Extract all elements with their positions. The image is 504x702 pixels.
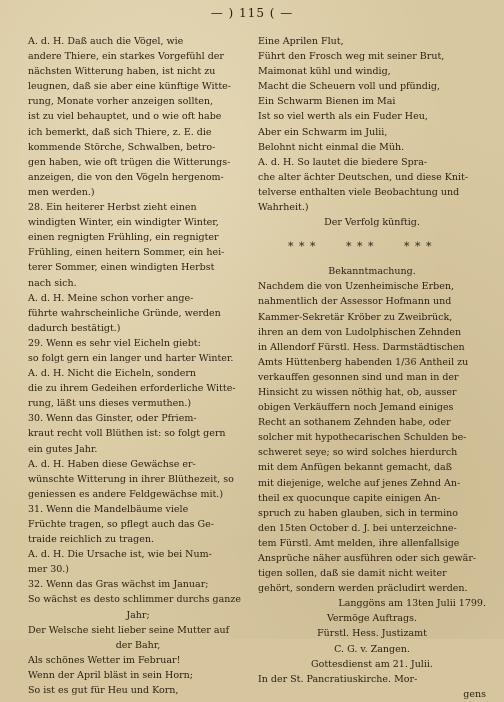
text-line: Kammer-Sekretär Kröber zu Zweibrück, [258,311,453,323]
text-line: führte wahrscheinliche Gründe, werden [28,307,221,319]
text-line: ein gutes Jahr. [28,443,98,455]
text-line: A. d. H. So lautet die biedere Spra- [258,156,428,168]
text-line: Macht die Scheuern voll und pfündig, [258,81,440,93]
left-column [28,34,248,698]
text-line: So wächst es desto schlimmer durchs ganze [28,594,242,606]
text-line: che alter ächter Deutschen, und diese Knit- [258,171,469,183]
text-line: mit diejenige, welche auf jenes Zehnd An- [258,477,461,489]
page-number: — ) 115 ( — [210,6,294,20]
text-line: In der St. Pancratiuskirche. Mor- [258,673,418,685]
text-line: Ein Schwarm Bienen im Mai [258,96,396,108]
text-line: Vermöge Auftrags. [326,613,418,625]
text-line: obigen Verkäuffern noch Jemand einiges [258,402,454,414]
right-column [258,34,486,702]
text-line: Amts Hüttenberg habenden 1/36 Antheil zu [258,356,469,368]
text-line: A. d. H. Die Ursache ist, wie bei Num- [28,549,212,561]
text-line: dadurch bestätigt.) [28,322,121,334]
separator-stars [258,230,486,264]
text-line: solcher mit hypothecarischen Schulden be- [258,432,467,444]
text-line: leugnen, daß sie aber eine künftige Witte- [28,81,231,93]
text-line: rung, läßt uns dieses vermuthen.) [28,398,192,410]
text-line: nahmentlich der Assessor Hofmann und [258,296,452,308]
text-line: traide reichlich zu tragen. [28,534,154,546]
text-line: So ist es gut für Heu und Korn, [28,685,179,697]
text-line: ihren an dem von Ludolphischen Zehnden [258,326,462,338]
text-line: mer 30.) [28,564,70,576]
text-line: Bekanntmachung. [328,266,416,278]
text-line: kommende Störche, Schwalben, betro- [28,141,216,153]
text-line: rung, Monate vorher anzeigen sollten, [28,96,214,108]
text-line: geniessen es andere Feldgewächse mit.) [28,488,224,500]
text-line: tem Fürstl. Amt melden, ihre allenfallsige [258,537,460,549]
text-line: Der Welsche sieht lieber seine Mutter auf [28,624,230,636]
stars-group: * * * [288,240,317,254]
text-line: ist zu viel behauptet, und o wie oft habe [28,111,222,123]
text-line: ich bemerkt, daß sich Thiere, z. E. die [28,126,212,138]
text-line: Als schönes Wetter im Februar! [28,654,181,666]
text-line: Belohnt nicht einmal die Müh. [258,141,405,153]
text-line: mit dem Anfügen bekannt gemacht, daß [258,462,453,474]
text-line: 30. Wenn das Ginster, oder Pfriem- [28,413,197,425]
text-line: Hinsicht zu wissen nöthig hat, ob, ausser [258,386,457,398]
text-line: Eine Aprilen Flut, [258,36,344,47]
text-line: tigen sollen, daß sie damit nicht weiter [258,568,447,580]
text-line: wünschte Witterung in ihrer Blüthezeit, so [28,473,234,485]
text-line: Früchte tragen, so pflegt auch das Ge- [28,519,214,530]
text-line: gens [463,688,486,700]
text-line: der Bahr, [115,639,161,651]
text-line: den 15ten October d. J. bei unterzeichne- [258,522,457,534]
text-line: A. d. H. Daß auch die Vögel, wie [28,36,184,47]
text-line: A. d. H. Nicht die Eicheln, sondern [28,368,197,380]
text-line: andere Thiere, ein starkes Vorgefühl der [28,51,224,63]
text-line: Frühling, einen heitern Sommer, ein hei- [28,247,225,259]
text-line: telverse enthalten viele Beobachtung und [258,186,460,198]
text-line: Ansprüche näher ausführen oder sich gewär- [258,553,477,564]
text-line: terer Sommer, einen windigten Herbst [28,262,215,274]
text-line: C. G. v. Zangen. [334,643,410,655]
text-line: nach sich. [28,277,77,289]
text-line: A. d. H. Haben diese Gewächse er- [28,458,196,470]
text-line: 31. Wenn die Mandelbäume viele [28,503,189,515]
text-line: kraut recht voll Blüthen ist: so folgt gern [28,428,226,440]
text-line: Jahr; [126,609,150,621]
text-line: 29. Wenn es sehr viel Eicheln giebt: [28,337,201,349]
text-line: Fürstl. Hess. Justizamt [317,628,427,640]
stars-group: * * * [346,240,375,254]
text-line: gen haben, wie oft trügen die Witterungs- [28,156,231,168]
text-line: Gottesdienst am 21. Julii. [311,658,433,670]
text-line: Führt den Frosch weg mit seiner Brut, [258,51,445,63]
text-line: Maimonat kühl und windig, [258,66,391,78]
text-line: Der Verfolg künftig. [324,217,420,229]
text-line: in Allendorf Fürstl. Hess. Darmstädtischen [258,341,465,353]
text-line: Aber ein Schwarm im Julii, [258,126,388,138]
text-line: A. d. H. Meine schon vorher ange- [28,292,194,304]
text-line: Wenn der April bläst in sein Horn; [28,669,193,681]
text-line: Langgöns am 13ten Julii 1799. [338,598,486,610]
text-line: schweret seye; so wird solches hierdurch [258,447,458,459]
text-line: einen regnigten Frühling, ein regnigter [28,232,219,244]
text-line: verkauffen gesonnen sind und man in der [258,371,459,383]
text-line: windigten Winter, ein windigter Winter, [28,217,219,229]
text-line: Ist so viel werth als ein Fuder Heu, [258,111,428,123]
stars-group: * * * [404,240,433,254]
text-line: men werden.) [28,186,95,198]
text-line: gehört, sondern werden präcludirt werden. [258,583,468,595]
text-line: anzeigen, die von den Vögeln hergenom- [28,171,224,183]
text-line: spruch zu haben glauben, sich in termino [258,507,459,519]
text-line: Wahrheit.) [258,202,309,214]
text-line: die zu ihrem Gedeihen erforderliche Witte- [28,383,236,395]
text-line: so folgt gern ein langer und harter Winter. [28,352,234,364]
text-line: Recht an sothanem Zehnden habe, oder [258,417,451,429]
text-line: 32. Wenn das Gras wächst im Januar; [28,579,209,591]
text-line: theil ex quocunque capite einigen An- [258,492,441,504]
text-line: Nachdem die von Uzenheimische Erben, [258,281,454,293]
text-line: nächsten Witterung haben, ist nicht zu [28,66,216,78]
text-line: 28. Ein heiterer Herbst zieht einen [28,202,197,214]
